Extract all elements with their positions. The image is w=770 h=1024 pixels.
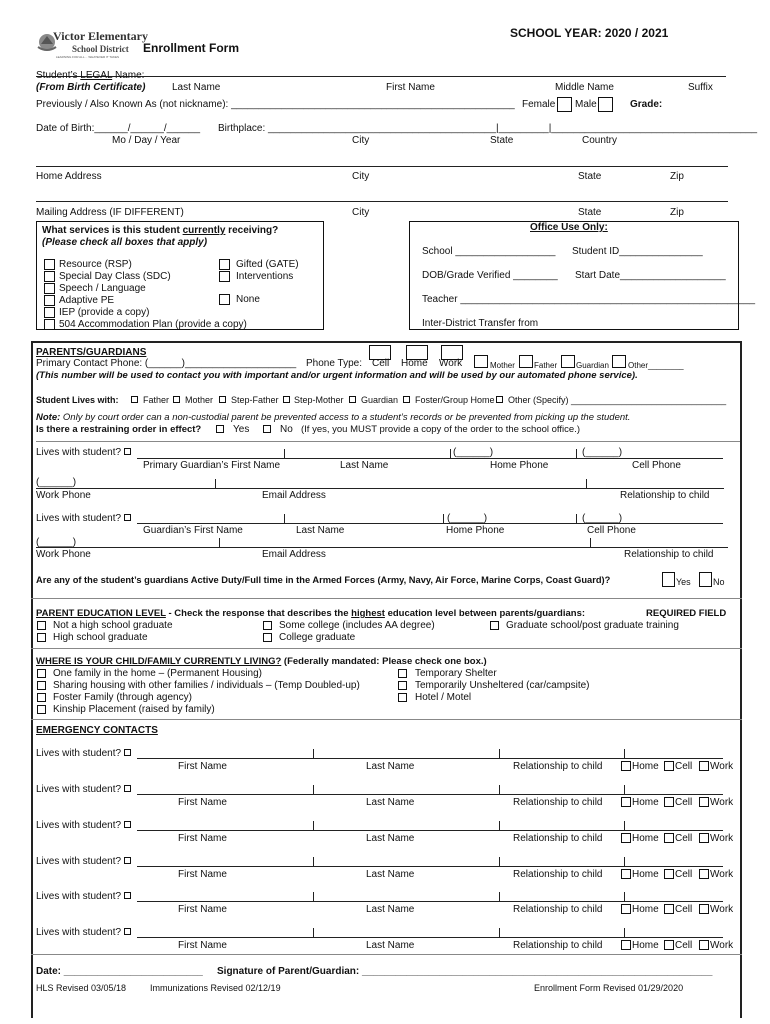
guardian2-lives-with-checkbox[interactable] <box>124 514 131 521</box>
emergency-2-line[interactable] <box>137 794 723 795</box>
emergency-5-lives-with-checkbox[interactable] <box>124 892 131 899</box>
edu-some-college-label: Some college (includes AA degree) <box>279 620 435 631</box>
emergency-2-last-name-label: Last Name <box>366 797 415 808</box>
emergency-1-lives-with-checkbox[interactable] <box>124 749 131 756</box>
living-doubled-up-checkbox[interactable] <box>37 681 46 690</box>
phone-type-work-label: Work <box>439 358 463 369</box>
emergency-3-work-checkbox[interactable] <box>699 833 709 843</box>
gifted-checkbox[interactable] <box>219 259 230 270</box>
edu-hs-checkbox[interactable] <box>37 633 46 642</box>
emergency-3-home-checkbox[interactable] <box>621 833 631 843</box>
suffix-label: Suffix <box>688 82 713 93</box>
emergency-2-work-checkbox[interactable] <box>699 797 709 807</box>
contact-father-checkbox[interactable] <box>519 355 533 368</box>
emergency-4-line[interactable] <box>137 866 723 867</box>
guardian2-cell-phone-field[interactable]: (______) <box>582 513 623 524</box>
from-birth-label: (From Birth Certificate) <box>36 82 146 93</box>
guardian1-cell-phone-label: Cell Phone <box>632 460 681 471</box>
emergency-1-relationship-label: Relationship to child <box>513 761 603 772</box>
restraining-yes-label: Yes <box>233 424 250 435</box>
lives-father-checkbox[interactable] <box>131 396 138 403</box>
military-yes-checkbox[interactable] <box>662 572 675 587</box>
living-foster-label: Foster Family (through agency) <box>53 692 192 703</box>
phone-type-cell-label: Cell <box>372 358 390 369</box>
military-question: Are any of the student’s guardians Active Duty/Full time in the Armed Forces (Army, Navy, Air Force, Marine Corps, Coast Guard)? <box>36 575 611 585</box>
restraining-question: Is there a restraining order in effect? <box>36 424 202 435</box>
date-field[interactable]: Date: _________________________ <box>36 966 203 977</box>
guardian1-lives-with-label: Lives with student? <box>36 447 122 458</box>
phone-type-home-label: Home <box>401 358 428 369</box>
emergency-4-relationship-label: Relationship to child <box>513 869 603 880</box>
guardian1-name-line[interactable] <box>137 458 723 459</box>
logo-title: Victor Elementary <box>53 29 148 43</box>
military-no-checkbox[interactable] <box>699 572 712 587</box>
emergency-6-work-label: Work <box>710 940 734 951</box>
guardian2-work-phone-field[interactable]: (______) <box>36 537 77 548</box>
office-school-field[interactable]: School __________________ <box>422 246 556 257</box>
lives-mother-checkbox[interactable] <box>173 396 180 403</box>
lives-father-label: Father <box>143 395 170 405</box>
lives-with-label: Student Lives with: <box>36 395 119 405</box>
sdc-checkbox[interactable] <box>44 271 55 282</box>
emergency-title: EMERGENCY CONTACTS <box>36 725 158 736</box>
lives-foster-checkbox[interactable] <box>403 396 410 403</box>
lives-foster-label: Foster/Group Home <box>415 395 495 405</box>
restraining-note: (If yes, you MUST provide a copy of the order to the school office.) <box>301 424 580 435</box>
emergency-4-work-checkbox[interactable] <box>699 869 709 879</box>
emergency-3-cell-label: Cell <box>675 833 693 844</box>
emergency-1-last-name-label: Last Name <box>366 761 415 772</box>
emergency-3-work-label: Work <box>710 833 734 844</box>
emergency-1-home-checkbox[interactable] <box>621 761 631 771</box>
logo-subtitle: School District <box>72 44 129 54</box>
emergency-5-first-name-label: First Name <box>178 904 227 915</box>
emergency-4-cell-checkbox[interactable] <box>664 869 674 879</box>
lives-stepfather-checkbox[interactable] <box>219 396 226 403</box>
hls-revised: HLS Revised 03/05/18 <box>36 983 127 993</box>
speech-checkbox[interactable] <box>44 283 55 294</box>
restraining-no-label: No <box>280 424 293 435</box>
edu-not-hs-label: Not a high school graduate <box>53 620 173 631</box>
emergency-2-home-label: Home <box>632 797 659 808</box>
emergency-2-relationship-label: Relationship to child <box>513 797 603 808</box>
emergency-1-home-label: Home <box>632 761 659 772</box>
contact-father-label: Father <box>534 361 558 370</box>
emergency-6-lives-with-label: Lives with student? <box>36 927 122 938</box>
emergency-5-cell-checkbox[interactable] <box>664 904 674 914</box>
guardian1-first-name-label: Primary Guardian’s First Name <box>143 460 281 471</box>
emergency-3-line[interactable] <box>137 830 723 831</box>
guardian2-first-name-label: Guardian’s First Name <box>143 525 243 536</box>
emergency-1-cell-checkbox[interactable] <box>664 761 674 771</box>
emergency-6-cell-checkbox[interactable] <box>664 940 674 950</box>
services-instruction: (Please check all boxes that apply) <box>42 237 208 248</box>
guardian1-lives-with-checkbox[interactable] <box>124 448 131 455</box>
living-unsheltered-label: Temporarily Unsheltered (car/campsite) <box>415 680 590 691</box>
emergency-5-home-checkbox[interactable] <box>621 904 631 914</box>
lives-other-checkbox[interactable] <box>496 396 503 403</box>
home-state-label: State <box>578 171 602 182</box>
emergency-3-lives-with-checkbox[interactable] <box>124 821 131 828</box>
guardian2-lives-with-label: Lives with student? <box>36 513 122 524</box>
guardian1-home-phone-field[interactable]: (______) <box>453 447 494 458</box>
lives-stepmother-checkbox[interactable] <box>283 396 290 403</box>
lives-other-label: Other (Specify) _______________________________ <box>508 395 727 405</box>
first-name-label: First Name <box>386 82 435 93</box>
contact-other-checkbox[interactable] <box>612 355 626 368</box>
none-checkbox[interactable] <box>219 294 230 305</box>
emergency-1-work-label: Work <box>710 761 734 772</box>
emergency-6-first-name-label: First Name <box>178 940 227 951</box>
military-no-label: No <box>713 577 725 587</box>
living-foster-checkbox[interactable] <box>37 693 46 702</box>
contact-guardian-checkbox[interactable] <box>561 355 575 368</box>
middle-name-label: Middle Name <box>555 82 614 93</box>
emergency-5-cell-label: Cell <box>675 904 693 915</box>
contact-other-label: Other________ <box>628 361 684 370</box>
emergency-5-work-checkbox[interactable] <box>699 904 709 914</box>
none-label: None <box>236 294 260 305</box>
office-use-title: Office Use Only: <box>530 222 608 233</box>
interventions-label: Interventions <box>236 271 294 282</box>
office-student-id-field[interactable]: Student ID_______________ <box>572 246 703 257</box>
emergency-5-line[interactable] <box>137 901 723 902</box>
contact-guardian-label: Guardian <box>576 361 609 370</box>
emergency-5-lives-with-label: Lives with student? <box>36 891 122 902</box>
living-kinship-checkbox[interactable] <box>37 705 46 714</box>
office-dob-grade-field[interactable]: DOB/Grade Verified ________ <box>422 270 558 281</box>
immunizations-revised: Immunizations Revised 02/12/19 <box>150 983 281 993</box>
guardian2-relationship-label: Relationship to child <box>624 549 714 560</box>
guardian1-last-name-label: Last Name <box>340 460 389 471</box>
emergency-4-last-name-label: Last Name <box>366 869 415 880</box>
note-text: Note: Only by court order can a non-custodial parent be prevented access to a student’s records or be prevented from picking up the student. <box>36 412 631 423</box>
emergency-4-home-label: Home <box>632 869 659 880</box>
office-start-date-field[interactable]: Start Date___________________ <box>575 270 726 281</box>
emergency-3-home-label: Home <box>632 833 659 844</box>
emergency-2-cell-label: Cell <box>675 797 693 808</box>
sdc-label: Special Day Class (SDC) <box>59 271 171 282</box>
edu-hs-label: High school graduate <box>53 632 148 643</box>
emergency-6-work-checkbox[interactable] <box>699 940 709 950</box>
last-name-label: Last Name <box>172 82 221 93</box>
guardian2-work-phone-label: Work Phone <box>36 549 91 560</box>
rsp-checkbox[interactable] <box>44 259 55 270</box>
504-checkbox[interactable] <box>44 319 55 330</box>
office-teacher-field[interactable]: Teacher _____________________________________________________ <box>422 294 756 305</box>
emergency-3-cell-checkbox[interactable] <box>664 833 674 843</box>
edu-college-label: College graduate <box>279 632 356 643</box>
mailing-city-label: City <box>352 207 370 218</box>
emergency-6-lives-with-checkbox[interactable] <box>124 928 131 935</box>
guardian2-home-phone-label: Home Phone <box>446 525 505 536</box>
restraining-no-checkbox[interactable] <box>263 425 271 433</box>
adaptive-pe-checkbox[interactable] <box>44 295 55 306</box>
home-zip-label: Zip <box>670 171 684 182</box>
rsp-label: Resource (RSP) <box>59 259 132 270</box>
lives-stepfather-label: Step-Father <box>231 395 279 405</box>
living-permanent-checkbox[interactable] <box>37 669 46 678</box>
guardian2-email-label: Email Address <box>262 549 326 560</box>
emergency-6-relationship-label: Relationship to child <box>513 940 603 951</box>
living-heading: WHERE IS YOUR CHILD/FAMILY CURRENTLY LIVING? (Federally mandated: Please check one box.) <box>36 656 487 667</box>
guardian2-contact-line[interactable] <box>36 547 728 548</box>
female-label: Female <box>522 99 556 110</box>
emergency-3-last-name-label: Last Name <box>366 833 415 844</box>
birthplace-field[interactable]: Birthplace: _________________________________________|_________|_____________________________________ <box>218 123 758 134</box>
living-permanent-label: One family in the home – (Permanent Housing) <box>53 668 262 679</box>
emergency-5-home-label: Home <box>632 904 659 915</box>
living-doubled-up-label: Sharing housing with other families / individuals – (Temp Doubled-up) <box>53 680 360 691</box>
interventions-checkbox[interactable] <box>219 271 230 282</box>
district-logo <box>36 27 148 63</box>
504-label: 504 Accommodation Plan (provide a copy) <box>59 319 247 330</box>
signature-field[interactable]: Signature of Parent/Guardian: _______________________________________________________________ <box>217 966 713 977</box>
edu-graduate-checkbox[interactable] <box>490 621 499 630</box>
logo-motto: LEARNING FOR ALL… WHATEVER IT TAKES <box>56 55 119 59</box>
gifted-label: Gifted (GATE) <box>236 259 299 270</box>
home-city-label: City <box>352 171 370 182</box>
phone-notice: (This number will be used to contact you with important and/or urgent information and will be used by our automated phone service). <box>36 370 638 381</box>
emergency-4-cell-label: Cell <box>675 869 693 880</box>
guardian2-last-name-label: Last Name <box>296 525 345 536</box>
mailing-address-line[interactable] <box>36 201 728 202</box>
guardian1-home-phone-label: Home Phone <box>490 460 549 471</box>
form-revised: Enrollment Form Revised 01/29/2020 <box>534 983 684 993</box>
services-question: What services is this student currently receiving? <box>42 225 279 236</box>
emergency-3-lives-with-label: Lives with student? <box>36 820 122 831</box>
emergency-1-cell-label: Cell <box>675 761 693 772</box>
iep-label: IEP (provide a copy) <box>59 307 150 318</box>
emergency-2-lives-with-label: Lives with student? <box>36 784 122 795</box>
lives-guardian-checkbox[interactable] <box>349 396 356 403</box>
male-label: Male <box>575 99 597 110</box>
restraining-yes-checkbox[interactable] <box>216 425 224 433</box>
edu-not-hs-checkbox[interactable] <box>37 621 46 630</box>
emergency-5-work-label: Work <box>710 904 734 915</box>
form-title: Enrollment Form <box>143 41 240 55</box>
emergency-5-relationship-label: Relationship to child <box>513 904 603 915</box>
phone-type-label: Phone Type: <box>306 358 362 369</box>
birthplace-state-label: State <box>490 135 514 146</box>
speech-label: Speech / Language <box>59 283 146 294</box>
guardian1-relationship-label: Relationship to child <box>620 490 710 501</box>
emergency-4-first-name-label: First Name <box>178 869 227 880</box>
guardian1-contact-line[interactable] <box>36 488 724 489</box>
edu-some-college-checkbox[interactable] <box>263 621 272 630</box>
emergency-4-work-label: Work <box>710 869 734 880</box>
adaptive-pe-label: Adaptive PE <box>59 295 115 306</box>
emergency-4-lives-with-label: Lives with student? <box>36 856 122 867</box>
emergency-5-last-name-label: Last Name <box>366 904 415 915</box>
military-yes-label: Yes <box>676 577 691 587</box>
emergency-6-line[interactable] <box>137 937 723 938</box>
guardian1-work-phone-label: Work Phone <box>36 490 91 501</box>
mailing-state-label: State <box>578 207 602 218</box>
education-required: REQUIRED FIELD <box>646 608 727 619</box>
dob-field[interactable]: Date of Birth:______/______/______ <box>36 123 201 134</box>
iep-checkbox[interactable] <box>44 307 55 318</box>
guardian2-home-phone-field[interactable]: (______) <box>447 513 488 524</box>
guardian2-cell-phone-label: Cell Phone <box>587 525 636 536</box>
emergency-6-cell-label: Cell <box>675 940 693 951</box>
emergency-6-home-checkbox[interactable] <box>621 940 631 950</box>
emergency-1-work-checkbox[interactable] <box>699 761 709 771</box>
emergency-6-last-name-label: Last Name <box>366 940 415 951</box>
education-heading: PARENT EDUCATION LEVEL - Check the response that describes the highest education level between parents/guardians: <box>36 608 586 619</box>
emergency-2-lives-with-checkbox[interactable] <box>124 785 131 792</box>
mailing-address-label: Mailing Address (IF DIFFERENT) <box>36 207 184 218</box>
male-checkbox[interactable] <box>598 97 613 112</box>
emergency-3-first-name-label: First Name <box>178 833 227 844</box>
female-checkbox[interactable] <box>557 97 572 112</box>
living-kinship-label: Kinship Placement (raised by family) <box>53 704 215 715</box>
home-address-label: Home Address <box>36 171 102 182</box>
lives-stepmother-label: Step-Mother <box>294 395 344 405</box>
living-shelter-label: Temporary Shelter <box>415 668 497 679</box>
emergency-3-relationship-label: Relationship to child <box>513 833 603 844</box>
contact-mother-checkbox[interactable] <box>474 355 488 368</box>
emergency-2-cell-checkbox[interactable] <box>664 797 674 807</box>
guardian1-work-phone-field[interactable]: (______) <box>36 477 77 488</box>
emergency-1-line[interactable] <box>137 758 723 759</box>
parents-title: PARENTS/GUARDIANS <box>36 347 147 358</box>
guardian2-name-line[interactable] <box>137 523 723 524</box>
living-unsheltered-checkbox[interactable] <box>398 681 407 690</box>
aka-field[interactable]: Previously / Also Known As (not nickname): ___________________________________________________ <box>36 99 515 110</box>
lives-mother-label: Mother <box>185 395 214 405</box>
emergency-2-work-label: Work <box>710 797 734 808</box>
living-hotel-checkbox[interactable] <box>398 693 407 702</box>
contact-mother-label: Mother <box>490 361 515 370</box>
emergency-2-home-checkbox[interactable] <box>621 797 631 807</box>
guardian1-email-label: Email Address <box>262 490 326 501</box>
edu-graduate-label: Graduate school/post graduate training <box>506 620 679 631</box>
emergency-1-first-name-label: First Name <box>178 761 227 772</box>
mailing-zip-label: Zip <box>670 207 684 218</box>
emergency-4-lives-with-checkbox[interactable] <box>124 857 131 864</box>
guardian1-cell-phone-field[interactable]: (______) <box>582 447 623 458</box>
legal-name-label: Student’s LEGAL Name: <box>36 70 145 81</box>
emergency-1-lives-with-label: Lives with student? <box>36 748 122 759</box>
lives-guardian-label: Guardian <box>361 395 399 405</box>
dob-format-label: Mo / Day / Year <box>112 135 181 146</box>
living-hotel-label: Hotel / Motel <box>415 692 472 703</box>
emergency-4-home-checkbox[interactable] <box>621 869 631 879</box>
emergency-2-first-name-label: First Name <box>178 797 227 808</box>
school-year: SCHOOL YEAR: 2020 / 2021 <box>510 26 669 40</box>
primary-phone-field[interactable]: Primary Contact Phone: (______)____________________ <box>36 358 297 369</box>
office-inter-district-field[interactable]: Inter-District Transfer from <box>422 318 539 329</box>
birthplace-country-label: Country <box>582 135 618 146</box>
grade-label: Grade: <box>630 99 663 110</box>
home-address-line[interactable] <box>36 166 728 167</box>
edu-college-checkbox[interactable] <box>263 633 272 642</box>
birthplace-city-label: City <box>352 135 370 146</box>
emergency-6-home-label: Home <box>632 940 659 951</box>
living-shelter-checkbox[interactable] <box>398 669 407 678</box>
